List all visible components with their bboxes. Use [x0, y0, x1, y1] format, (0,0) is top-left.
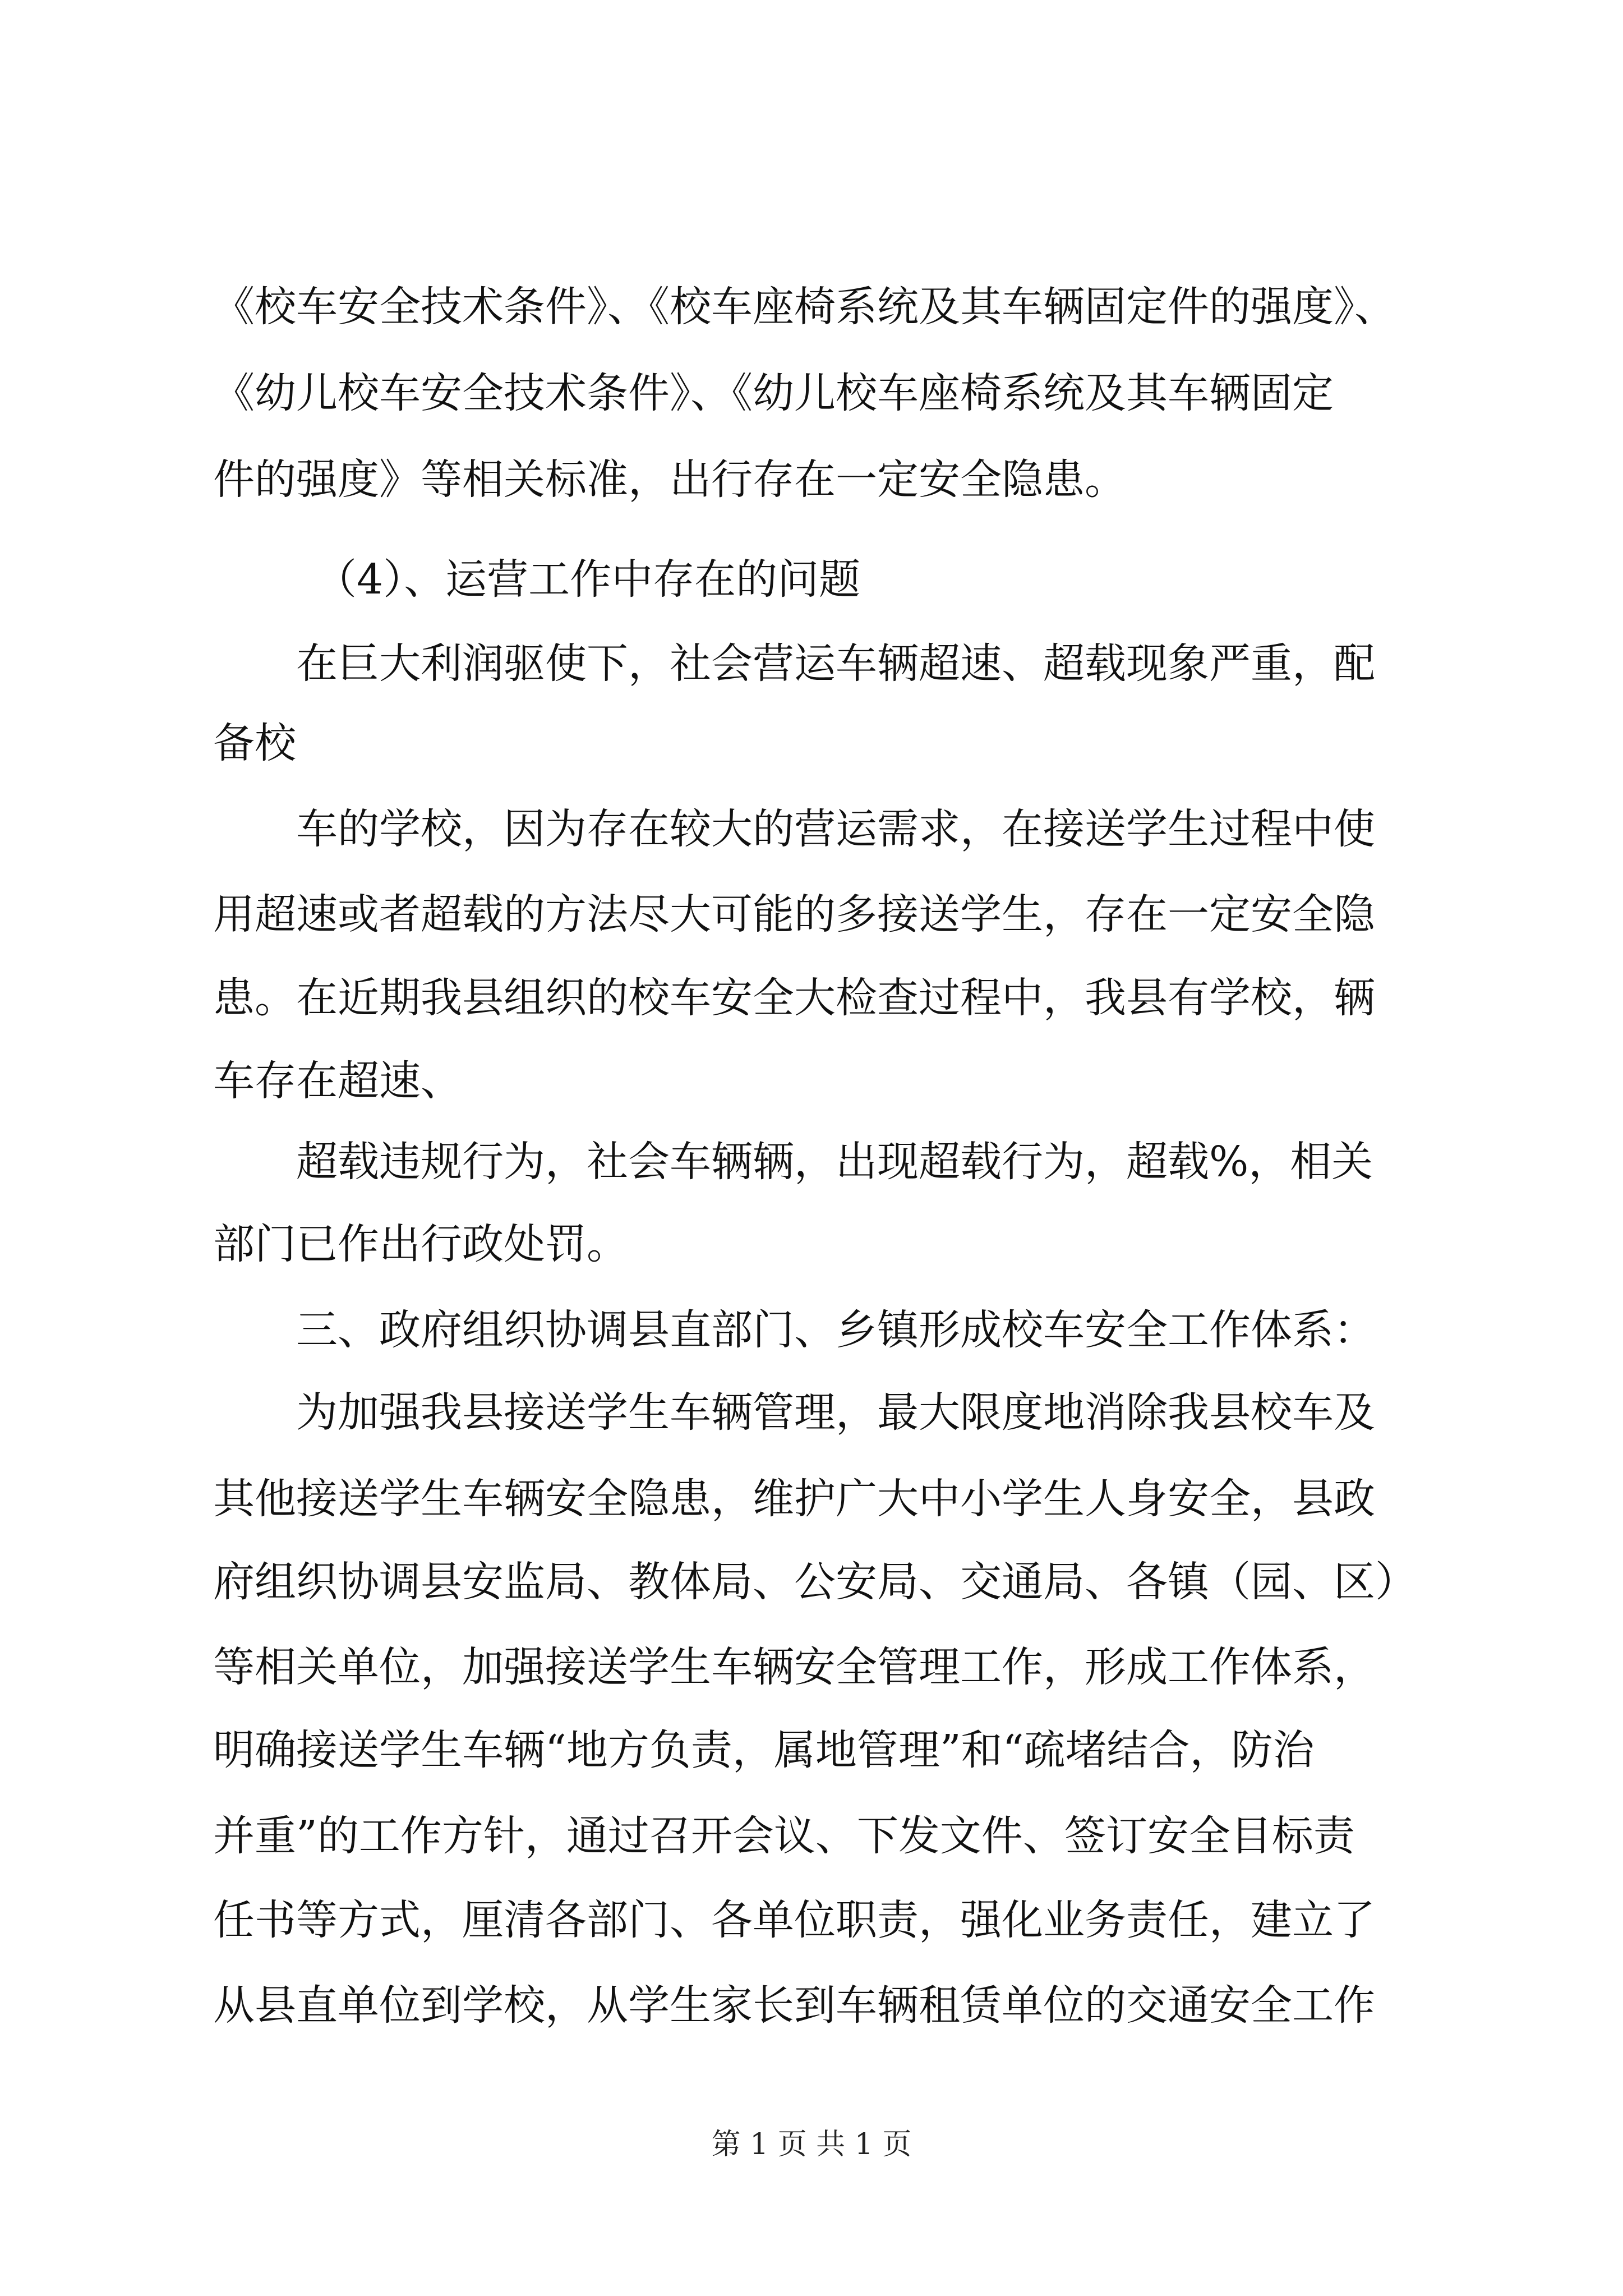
- body-line: 府组织协调县安监局、教体局、公安局、交通局、各镇（园、区）: [213, 1558, 1417, 1606]
- body-line: 并重”的工作方针，通过召开会议、下发文件、签订安全目标责: [213, 1812, 1355, 1860]
- page-footer: 第 1 页 共 1 页: [711, 2128, 912, 2161]
- body-line: 备校: [213, 719, 296, 767]
- body-line: 在巨大利润驱使下，社会营运车辆超速、超载现象严重，配: [296, 639, 1375, 688]
- body-line: 《幼儿校车安全技术条件》、《幼儿校车座椅系统及其车辆固定: [213, 369, 1334, 417]
- body-line: 件的强度》等相关标准，出行存在一定安全隐患。: [213, 455, 1126, 504]
- body-line: 任书等方式，厘清各部门、各单位职责，强化业务责任，建立了: [213, 1896, 1375, 1944]
- body-line: 其他接送学生车辆安全隐患，维护广大中小学生人身安全，县政: [213, 1475, 1375, 1523]
- body-line: 等相关单位，加强接送学生车辆安全管理工作，形成工作体系，: [213, 1643, 1375, 1691]
- section-heading: （4）、运营工作中存在的问题: [315, 555, 861, 604]
- body-line: 明确接送学生车辆“地方负责，属地管理”和“疏堵结合，防治: [213, 1726, 1315, 1774]
- body-line: 从县直单位到学校，从学生家长到车辆租赁单位的交通安全工作: [213, 1981, 1375, 2030]
- section-heading: 三、政府组织协调县直部门、乡镇形成校车安全工作体系：: [296, 1306, 1375, 1354]
- body-line: 用超速或者超载的方法尽大可能的多接送学生，存在一定安全隐: [213, 890, 1375, 938]
- body-line: 为加强我县接送学生车辆管理，最大限度地消除我县校车及: [296, 1388, 1375, 1437]
- body-line: 部门已作出行政处罚。: [213, 1220, 628, 1268]
- body-line: 患。在近期我县组织的校车安全大检查过程中，我县有学校，辆: [213, 974, 1375, 1022]
- body-line: 《校车安全技术条件》、《校车座椅系统及其车辆固定件的强度》、: [213, 283, 1396, 331]
- body-line: 车的学校，因为存在较大的营运需求，在接送学生过程中使: [296, 805, 1375, 853]
- body-line: 超载违规行为，社会车辆辆，出现超载行为，超载%，相关: [296, 1138, 1373, 1186]
- body-line: 车存在超速、: [213, 1057, 462, 1105]
